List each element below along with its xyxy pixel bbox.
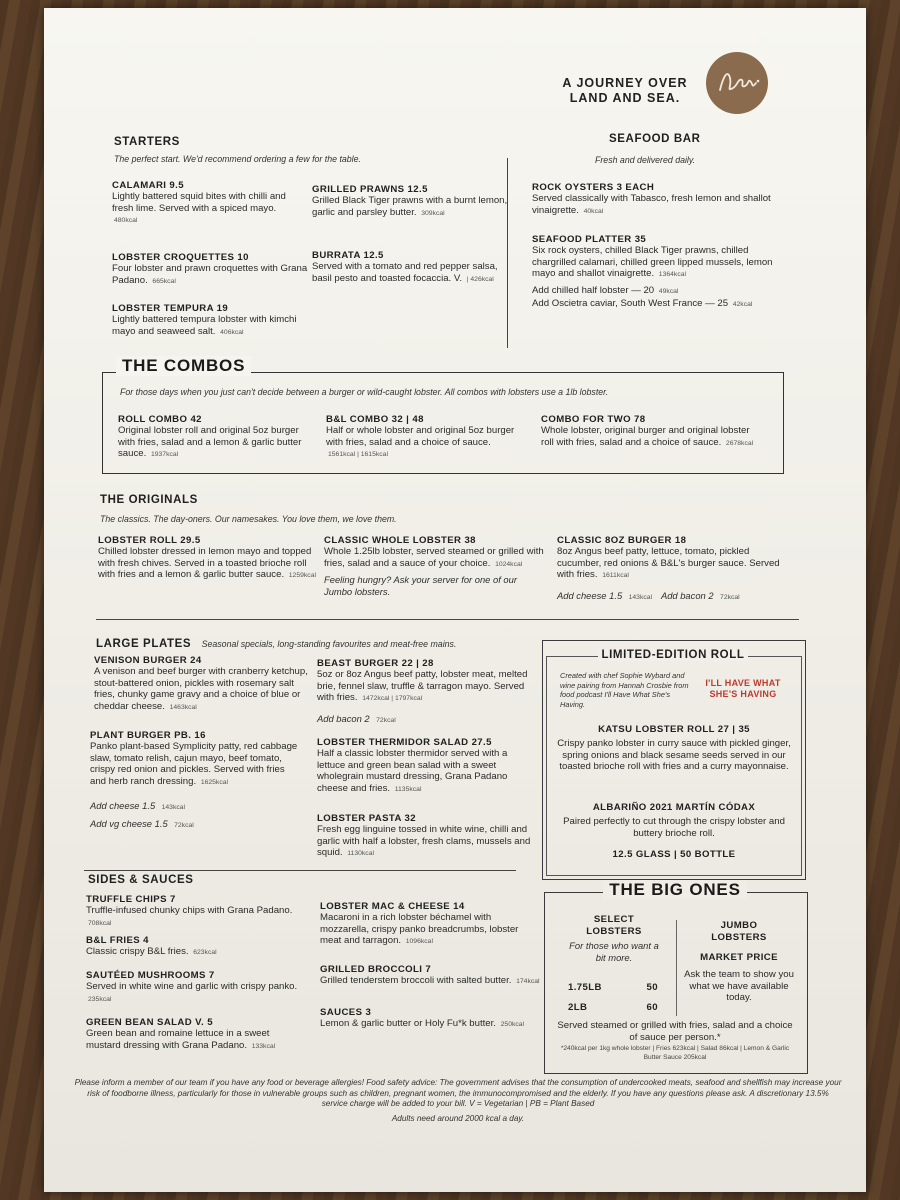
menu-item (312, 250, 502, 285)
menu-item (112, 252, 312, 287)
item-description: A venison and beef burger with cranberry ketchup, stout-battered onion, pickles with rosemary salt fries, chunky game gravy and a choice of blue or cheddar cheese. 1463kcal (94, 666, 308, 712)
kcal-footnote: *240kcal per 1kg whole lobster | Fries 623kcal | Salad 86kcal | Lemon & Garlic Butter Sauce 205kcal (560, 1045, 790, 1061)
large-plates-header (96, 634, 456, 652)
item-name: LOBSTER MAC & CHEESE 14 (320, 901, 465, 912)
item-description: Whole 1.25lb lobster, served steamed or grilled with fries, salad and a sauce of your choice. 1024kcal (324, 546, 544, 569)
seafood-bar-intro: Fresh and delivered daily. (595, 155, 696, 165)
item-name: B&L COMBO 32 | 48 (326, 414, 424, 425)
seafood-bar-title: SEAFOOD BAR (609, 133, 701, 145)
menu-item (86, 1017, 301, 1052)
kcal-label: 1364kcal (658, 271, 687, 279)
menu-item (324, 535, 544, 597)
item-name: BEAST BURGER 22 | 28 (317, 658, 434, 669)
menu-item (86, 935, 301, 959)
item-name: KATSU LOBSTER ROLL 27 | 35 (598, 724, 750, 735)
column-divider (507, 158, 508, 348)
item-name: B&L FRIES 4 (86, 935, 149, 946)
sides-title: SIDES & SAUCES (88, 874, 194, 886)
menu-item (317, 658, 535, 727)
item-description: Six rock oysters, chilled Black Tiger prawns, chilled chargrilled calamari, chilled green lipped mussels, lemon mayo and shallot vinaigrette. 1364kcal (532, 245, 773, 280)
item-description: Half or whole lobster and original 5oz burger with fries, salad and a choice of sauce. 1561kcal | 1615kcal (326, 425, 515, 459)
limited-edition-credit: Created with chef Sophie Wybard and wine pairing from Hannah Crosbie from food podcast I'll Have What She's Having. (560, 671, 689, 709)
item-name: LOBSTER CROQUETTES 10 (112, 252, 249, 263)
item-name: COMBO FOR TWO 78 (541, 414, 646, 425)
item-description: Half a classic lobster thermidor served with a lettuce and green bean salad with a sweet wholegrain mustard dressing, Grana Padano cheese and fries. 1135kcal (317, 748, 508, 794)
item-name: LOBSTER TEMPURA 19 (112, 303, 229, 314)
menu-item (86, 894, 301, 929)
combos-title: THE COMBOS (116, 356, 251, 376)
kcal-label: 2678kcal (725, 439, 754, 447)
menu-item (532, 234, 790, 281)
item-description: Chilled lobster dressed in lemon mayo and topped with fresh chives. Served in a toasted brioche roll with fries and a lemon & garlic butter sauce. 1259kcal (98, 546, 316, 581)
item-name: LOBSTER ROLL 29.5 (98, 535, 201, 546)
menu-item (312, 184, 512, 219)
limited-wine (554, 802, 794, 860)
section-divider (84, 870, 516, 871)
item-name: GREEN BEAN SALAD V. 5 (86, 1017, 213, 1028)
item-description: Served in white wine and garlic with crispy panko. 235kcal (86, 981, 298, 1003)
item-description: Macaroni in a rich lobster béchamel with mozzarella, crispy panko breadcrumbs, lobster meat and tarragon. 1096kcal (320, 912, 519, 947)
jumbo-lobsters: JUMBO LOBSTERS MARKET PRICE Ask the team to show you what we have available today. (680, 920, 798, 1004)
item-name: ROCK OYSTERS 3 EACH (532, 182, 655, 193)
menu-item (317, 813, 537, 860)
starters-title: STARTERS (114, 136, 180, 148)
item-description: Grilled tenderstem broccoli with salted butter. 174kcal (320, 975, 540, 986)
addon-line: Add Oscietra caviar, South West France — 25 42kcal (532, 297, 753, 309)
item-addons: Add bacon 2 72kcal (317, 712, 396, 724)
item-description: Green bean and romaine lettuce in a sweet mustard dressing with Grana Padano. 133kcal (86, 1028, 276, 1051)
daily-kcal-note: Adults need around 2000 kcal a day. (391, 1114, 525, 1123)
kcal-label: 480kcal (114, 217, 138, 225)
big-ones-footer (556, 1020, 794, 1062)
kcal-label: 1561kcal | 1615kcal (328, 451, 388, 459)
menu-sheet (44, 8, 866, 1192)
menu-item (532, 182, 782, 217)
kcal-label: 1472kcal | 1797kcal (362, 695, 423, 703)
item-description: Lightly battered tempura lobster with kimchi mayo and seaweed salt. 406kcal (112, 314, 297, 337)
item-name: CLASSIC 8OZ BURGER 18 (557, 535, 687, 546)
kcal-label: 708kcal (88, 919, 112, 927)
kcal-label: | 426kcal (466, 275, 494, 283)
item-note: Feeling hungry? Ask your server for one of our Jumbo lobsters. (324, 574, 517, 597)
big-ones-title: THE BIG ONES (544, 880, 806, 900)
kcal-label: 406kcal (220, 328, 244, 336)
limited-edition-title: LIMITED-EDITION ROLL (552, 649, 794, 661)
item-name: VENISON BURGER 24 (94, 655, 202, 666)
menu-item (112, 180, 302, 227)
kcal-label: 133kcal (251, 1042, 276, 1050)
menu-item (326, 414, 521, 461)
menu-item (317, 737, 537, 795)
kcal-label: 309kcal (421, 209, 445, 217)
big-ones-divider (676, 920, 677, 1016)
item-description: Crispy panko lobster in curry sauce with pickled ginger, spring onions and black sesame seeds served in our toasted brioche roll with fries and a curry mayonnaise. (557, 738, 791, 773)
item-description: Served with a tomato and red pepper salsa, basil pesto and toasted focaccia. V. | 426kcal (312, 261, 498, 284)
limited-roll (554, 724, 794, 773)
item-description: Classic crispy B&L fries. 623kcal (86, 946, 217, 957)
kcal-label: 665kcal (152, 277, 176, 285)
item-name: SAUTÉED MUSHROOMS 7 (86, 970, 215, 981)
select-price-list (568, 978, 658, 1018)
menu-item (94, 655, 309, 713)
item-description: Grilled Black Tiger prawns with a burnt lemon, garlic and parsley butter. 309kcal (312, 195, 508, 218)
wine-name: ALBARIÑO 2021 MARTÍN CÓDAX (592, 802, 756, 813)
kcal-label: 250kcal (500, 1021, 525, 1028)
item-name: SAUCES 3 (320, 1007, 372, 1018)
item-name: GRILLED PRAWNS 12.5 (312, 184, 428, 195)
menu-item (112, 303, 312, 338)
kcal-label: 1135kcal (394, 785, 422, 793)
item-description: 5oz or 8oz Angus beef patty, lobster meat, melted brie, fennel slaw, truffle & tarragon mayo. Served with fries. 1472kcal | 1797kcal (317, 669, 528, 704)
item-name: LOBSTER PASTA 32 (317, 813, 416, 824)
kcal-label: 1937kcal (150, 451, 179, 459)
podcast-logo: I'LL HAVE WHAT SHE'S HAVING (705, 678, 781, 699)
item-name: PLANT BURGER PB. 16 (90, 730, 206, 741)
item-addons: Add cheese 1.5 143kcal Add vg cheese 1.5 72kcal (90, 800, 194, 830)
kcal-label: 1259kcal (288, 572, 316, 580)
kcal-label: 40kcal (583, 207, 604, 215)
kcal-label: 623kcal (193, 949, 217, 956)
item-description: 8oz Angus beef patty, lettuce, tomato, pickled cucumber, red onions & B&L's burger sauce. Served with fries. 1611kcal (557, 546, 780, 581)
menu-item (98, 535, 318, 582)
kcal-label: 1096kcal (405, 938, 433, 946)
starters-intro: The perfect start. We'd recommend ordering a few for the table. (114, 154, 361, 164)
kcal-label: 1024kcal (495, 560, 523, 568)
item-description: Served classically with Tabasco, fresh lemon and shallot vinaigrette. 40kcal (532, 193, 771, 216)
large-plates-title: LARGE PLATES (96, 638, 192, 650)
wine-description: Paired perfectly to cut through the crispy lobster and buttery brioche roll. (563, 816, 785, 839)
serving-note: Served steamed or grilled with fries, salad and a choice of sauce per person.* (557, 1020, 793, 1043)
menu-item (320, 901, 540, 948)
kcal-label: 235kcal (88, 995, 112, 1003)
wine-price: 12.5 GLASS | 50 BOTTLE (612, 849, 736, 861)
item-name: LOBSTER THERMIDOR SALAD 27.5 (317, 737, 492, 748)
menu-item (320, 964, 540, 988)
item-description: Fresh egg linguine tossed in white wine, chilli and garlic with half a lobster, fresh clams, mussels and squid. 1130kcal (317, 824, 531, 859)
menu-item (320, 1007, 540, 1031)
tagline (544, 76, 706, 106)
price-row: 2LB 60 (568, 1002, 658, 1013)
select-subtitle: For those who want a bit more. (569, 940, 659, 963)
section-divider (96, 619, 799, 620)
item-description: Lemon & garlic butter or Holy Fu*k butter. 250kcal (320, 1018, 525, 1029)
item-name: ROLL COMBO 42 (118, 414, 202, 425)
menu-item (541, 414, 756, 449)
item-addons: Add cheese 1.5 143kcal Add bacon 2 72kcal (557, 589, 740, 601)
item-description: Panko plant-based Symplicity patty, red cabbage slaw, tomato relish, cajun mayo, beef tomato, crispy red onion and pickles. Served with fries and herb ranch dressing. 1625kcal (90, 741, 298, 787)
jumbo-description: Ask the team to show you what we have available today. (684, 969, 794, 1004)
kcal-label: 1611kcal (602, 572, 629, 580)
addon-line: Add chilled half lobster — 20 49kcal (532, 285, 679, 296)
tagline-line-1: A JOURNEY OVER (562, 76, 688, 90)
price-row: 1.75LB 50 (568, 982, 658, 993)
select-lobsters: SELECT LOBSTERS For those who want a bit more. (554, 914, 674, 964)
item-description: Original lobster roll and original 5oz burger with fries, salad and a lemon & garlic butter sauce. 1937kcal (118, 425, 302, 460)
item-name: CALAMARI 9.5 (112, 180, 184, 191)
menu-item (90, 730, 300, 832)
item-description: Four lobster and prawn croquettes with Grana Padano. 665kcal (112, 263, 308, 286)
kcal-label: 1130kcal (347, 850, 374, 858)
kcal-label: 1463kcal (169, 703, 197, 711)
item-name: CLASSIC WHOLE LOBSTER 38 (324, 535, 476, 546)
item-description: Lightly battered squid bites with chilli and fresh lime. Served with a spiced mayo. 480kcal (112, 191, 286, 225)
market-price: MARKET PRICE (700, 952, 778, 963)
tagline-line-2: LAND AND SEA. (569, 91, 681, 105)
large-plates-intro: Seasonal specials, long-standing favourites and meat-free mains. (201, 639, 457, 649)
item-name: GRILLED BROCCOLI 7 (320, 964, 432, 975)
menu-item (86, 970, 301, 1005)
item-name: BURRATA 12.5 (312, 250, 384, 261)
kcal-label: 1625kcal (200, 778, 229, 786)
menu-item (118, 414, 308, 461)
item-name: TRUFFLE CHIPS 7 (86, 894, 176, 905)
allergy-notice: Please inform a member of our team if you have any food or beverage allergies! Food safety advice: The government advises that the consumption of undercooked meats, seafood and shellfish may increase your risk of foodborne illness, particularly for those in vulnerable groups such as children, pregnant women, the immunocompromised and the elderly. If you have any questions please ask. A discretionary 13.5% service charge will be added to your bill. V = Vegetarian | PB = Plant Based (74, 1078, 842, 1108)
item-name: SEAFOOD PLATTER 35 (532, 234, 647, 245)
originals-intro: The classics. The day-oners. Our namesakes. You love them, we love them. (100, 514, 397, 524)
menu-item (557, 535, 789, 604)
item-description: Truffle-infused chunky chips with Grana Padano. 708kcal (86, 905, 293, 927)
seafood-addons (532, 285, 812, 310)
item-description: Whole lobster, original burger and original lobster roll with fries, salad and a choice of sauce. 2678kcal (541, 425, 754, 448)
script-logo-icon (706, 52, 768, 114)
kcal-label: 174kcal (516, 978, 540, 985)
combos-intro: For those days when you just can't decide between a burger or wild-caught lobster. All combos with lobsters use a 1lb lobster. (120, 387, 609, 397)
originals-title: THE ORIGINALS (100, 494, 198, 506)
